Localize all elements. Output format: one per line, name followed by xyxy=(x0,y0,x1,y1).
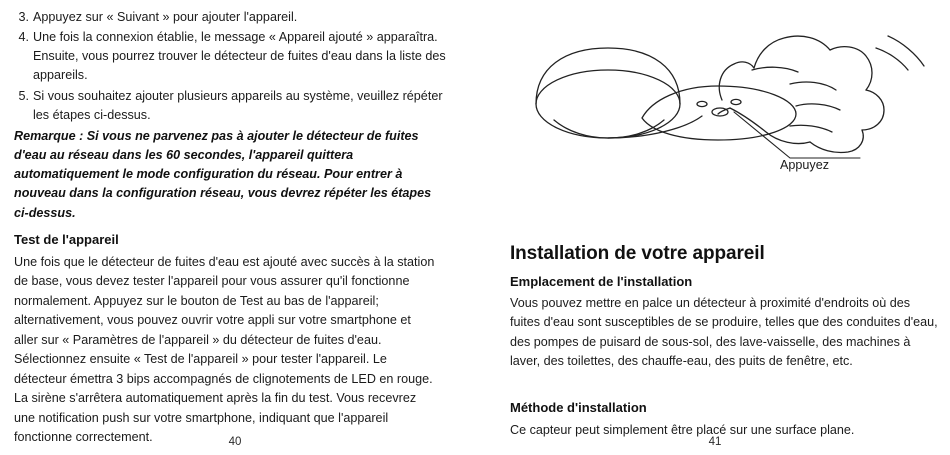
section-body-device-test: Une fois que le détecteur de fuites d'eau est ajouté avec succès à la station de base, vous devez tester l'appareil pour vous assurer qu'il fonctionne normalement. Appuyez sur le bouton de Test au bas de l'appareil; alternativement, vous pouvez ouvrir votre appli sur votre smartphone et aller sur « Paramètres de l'appareil » du détecteur de fuites d'eau. Sélectionnez ensuite « Test de l'appareil » pour tester l'appareil. Le détecteur émettra 3 bips accompagnés de clignotements de LED en rouge. La sirène s'arrêtera automatiquement après la fin du test. Vous recevrez une notification push sur votre smartphone, indiquant que l'appareil fonctionne correctement. xyxy=(14,255,435,445)
step-text: Si vous souhaitez ajouter plusieurs appareils au système, veuillez répéter les étapes ci-dessus. xyxy=(33,88,443,122)
step-text: Appuyez sur « Suivant » pour ajouter l'appareil. xyxy=(33,10,298,24)
step-text: Une fois la connexion établie, le message « Appareil ajouté » apparaîtra. Ensuite, vous pourrez trouver le détecteur de fuites d'eau dans la liste des appareils. xyxy=(33,30,446,83)
list-item xyxy=(14,87,454,125)
callout-label-appuyez: Appuyez xyxy=(780,158,830,172)
section-heading-installation-location: Emplacement de l'installation xyxy=(510,274,693,289)
right-page xyxy=(480,0,950,455)
list-item xyxy=(14,28,454,85)
list-item xyxy=(14,8,454,27)
section-body-installation-method: Ce capteur peut simplement être placé sur une surface plane. xyxy=(510,423,855,437)
section-heading-installation-method: Méthode d'installation xyxy=(510,400,647,415)
page-number-right: 41 xyxy=(708,436,722,448)
section-body-installation-location: Vous pouvez mettre en palce un détecteur à proximité d'endroits où des fuites d'eau sont susceptibles de se produire, telles que des conduites d'eau, des pompes de puisard de sous-sol, des lave-vaisselle, des machines à laver, des toilettes, des chauffe-eau, des puits de fenêtre, etc. xyxy=(510,296,938,369)
page-title: Installation de votre appareil xyxy=(510,243,765,264)
instruction-steps-list xyxy=(14,8,454,126)
remark-note: Remarque : Si vous ne parvenez pas à ajouter le détecteur de fuites d'eau au réseau dans les 60 secondes, l'appareil quittera automatiquement le mode configuration du réseau. Pour entrer à nouveau dans la configuration réseau, vous devrez répéter les étapes ci-dessus. xyxy=(14,129,432,220)
hand-pressing-sensor-illustration xyxy=(490,8,940,188)
left-page xyxy=(0,0,470,455)
step-number: 4. xyxy=(18,30,29,45)
page-number-left: 40 xyxy=(228,436,242,448)
step-number: 3. xyxy=(18,10,29,24)
step-number: 5. xyxy=(18,88,29,103)
section-heading-device-test: Test de l'appareil xyxy=(14,232,119,247)
